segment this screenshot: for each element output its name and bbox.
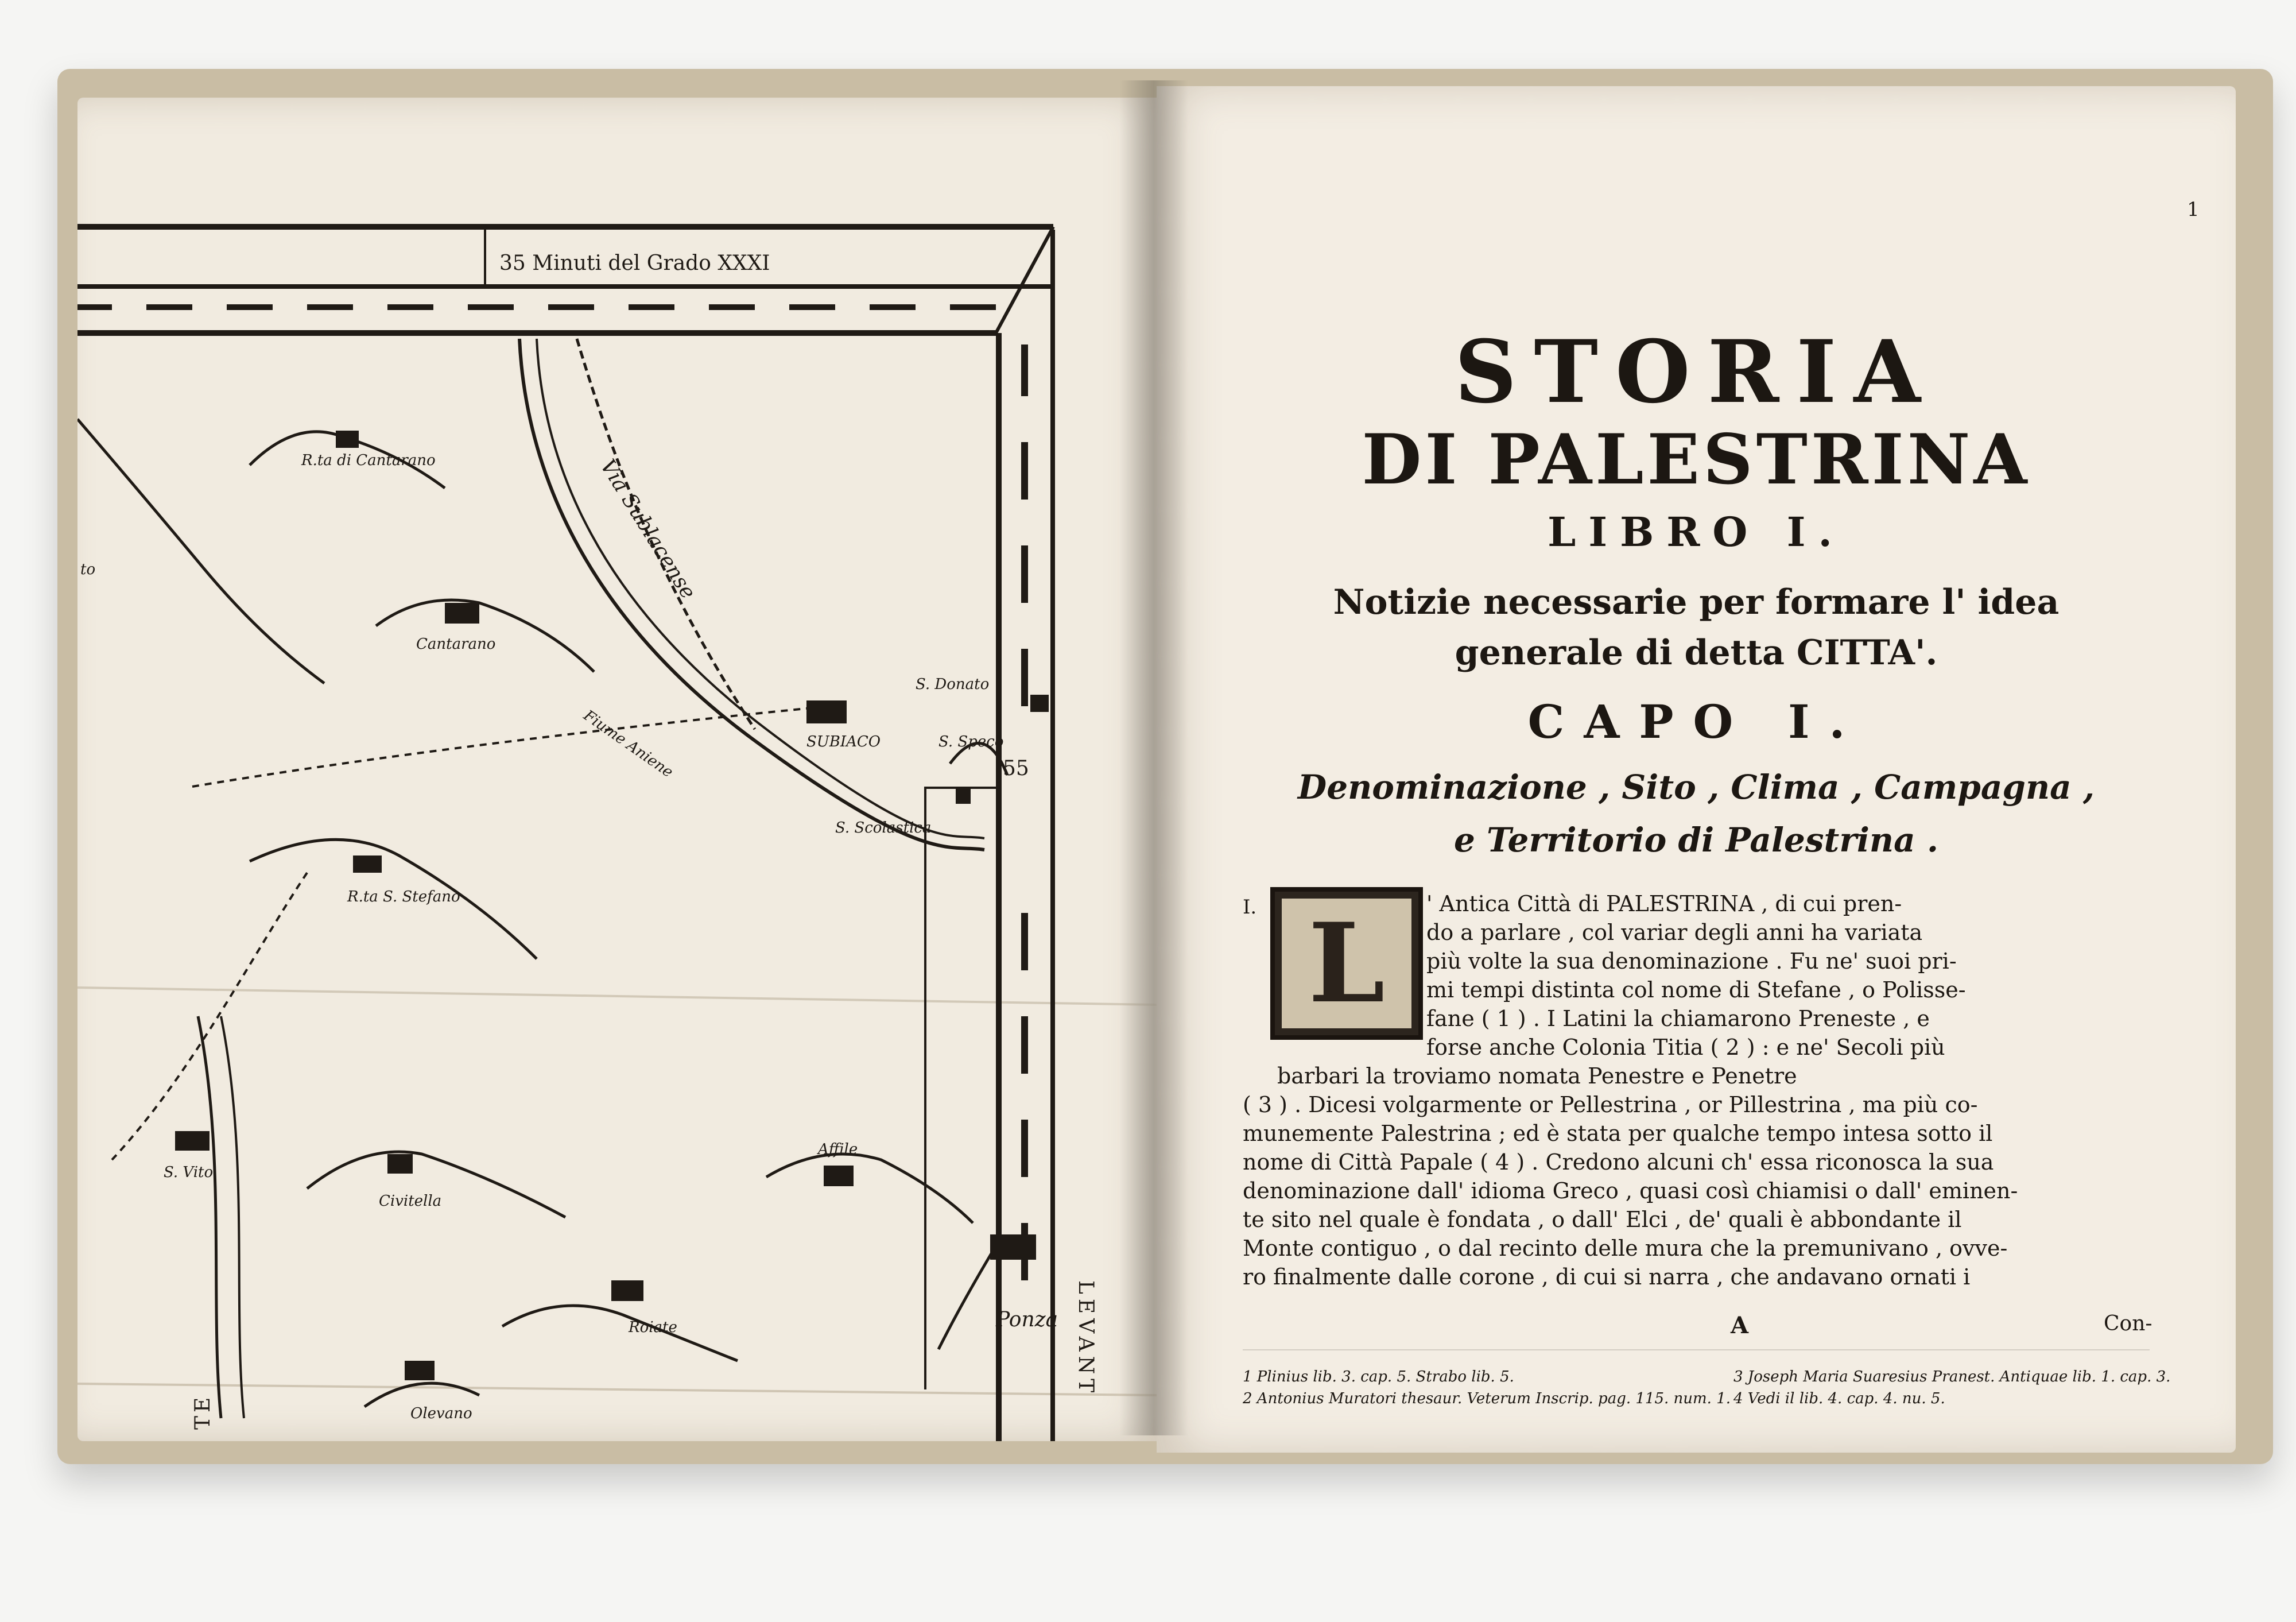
map-place-via: Via Sublacense	[595, 455, 700, 603]
body-line: ( 3 ) . Dicesi volgarmente or Pellestrina , or Pillestrina , ma più co-	[1243, 1092, 1978, 1117]
body-line: munemente Palestrina ; ed è stata per qualche tempo intesa sotto il	[1243, 1121, 1993, 1146]
body-line: denominazione dall' idioma Greco , quasi così chiamisi o dall' eminen-	[1243, 1178, 2018, 1203]
book-gutter	[1119, 80, 1188, 1435]
map-place-affile: Affile	[818, 1141, 858, 1158]
chapter-title-line-1: Denominazione , Sito , Clima , Campagna ,	[1297, 768, 2095, 807]
body-line: te sito nel quale è fondata , o dall' Elci , de' quali è abbondante il	[1243, 1207, 1962, 1232]
map-place-fiume: Fiume Aniene	[580, 707, 676, 781]
map-place-cantarano: Cantarano	[416, 636, 496, 653]
footnote: 4 Vedi il lib. 4. cap. 4. nu. 5.	[1733, 1390, 1945, 1407]
body-line: più volte la sua denominazione . Fu ne' suoi pri-	[1426, 949, 1957, 974]
chapter-title	[1157, 761, 2236, 866]
map-place-cantarano-rocca: R.ta di Cantarano	[301, 452, 436, 469]
body-line: barbari la troviamo nomata Penestre e Penetre	[1277, 1063, 1797, 1089]
map-place-to: to	[80, 561, 96, 578]
body-line: fane ( 1 ) . I Latini la chiamarono Preneste , e	[1426, 1006, 1930, 1031]
page-number: 1	[2187, 198, 2200, 221]
body-line: nome di Città Papale ( 4 ) . Credono alcuni ch' essa riconosca la sua	[1243, 1149, 1994, 1175]
map-place-civitella: Civitella	[379, 1193, 442, 1210]
map-place-roiate: Roiate	[629, 1319, 677, 1336]
subtitle-line-2: generale di detta CITTA'.	[1455, 633, 1938, 673]
decorated-initial	[1270, 887, 1423, 1040]
subtitle-line-1: Notizie necessarie per formare l' idea	[1333, 582, 2060, 622]
map-place-s-speco: S. Speco	[938, 733, 1004, 750]
map-place-s-vito: S. Vito	[164, 1164, 214, 1181]
map-place-s-donato: S. Donato	[916, 676, 990, 693]
map-levant-label: LEVANT	[1074, 1280, 1097, 1398]
title-line-2: DI PALESTRINA	[1362, 419, 2031, 500]
map-place-olevano: Olevano	[410, 1405, 472, 1422]
section-number: I.	[1243, 896, 1257, 919]
body-line: do a parlare , col variar degli anni ha variata	[1426, 920, 1923, 945]
body-line: forse anche Colonia Titia ( 2 ) : e ne' Secoli più	[1426, 1035, 1945, 1060]
footnote: 3 Joseph Maria Suaresius Pranest. Antiquae lib. 1. cap. 3.	[1733, 1368, 2171, 1385]
decorated-initial-letter: L	[1308, 899, 1385, 1027]
body-line: mi tempi distinta col nome di Stefane , o Polisse-	[1426, 977, 1966, 1002]
footnote-divider	[1243, 1349, 2150, 1350]
body-line: ro finalmente dalle corone , di cui si narra , che andavano ornati i	[1243, 1264, 1971, 1290]
title-line-1: STORIA	[1455, 322, 1938, 423]
catchword: Con-	[2104, 1312, 2152, 1335]
decorated-initial-field	[1282, 899, 1411, 1028]
map-place-s-scolastica: S. Scolastica	[835, 819, 932, 837]
map-minute-marker: 55	[1003, 757, 1029, 780]
map-place-ponza: Ponza	[996, 1308, 1058, 1331]
footnote: 2 Antonius Muratori thesaur. Veterum Inscrip. pag. 115. num. 1.	[1243, 1390, 1731, 1407]
map-engraving	[77, 98, 1157, 1441]
chapter-heading: CAPO I.	[1527, 695, 1865, 749]
map-header: 35 Minuti del Grado XXXI	[499, 251, 770, 275]
body-line: ' Antica Città di PALESTRINA , di cui pren-	[1426, 891, 1902, 916]
footnote: 1 Plinius lib. 3. cap. 5. Strabo lib. 5.	[1243, 1368, 1514, 1385]
subtitle	[1157, 577, 2236, 678]
map-place-subiaco: SUBIACO	[806, 733, 881, 750]
map-place-s-stefano: R.ta S. Stefano	[347, 888, 460, 905]
body-line: Monte contiguo , o dal recinto delle mura che la premunivano , ovve-	[1243, 1236, 2008, 1261]
left-page-map	[77, 98, 1157, 1441]
book-number: LIBRO I.	[1548, 508, 1845, 556]
map-te-label: TE	[191, 1393, 215, 1430]
right-page-text	[1157, 86, 2236, 1453]
chapter-title-line-2: e Territorio di Palestrina .	[1453, 820, 1939, 860]
signature-mark: A	[1731, 1312, 1749, 1339]
